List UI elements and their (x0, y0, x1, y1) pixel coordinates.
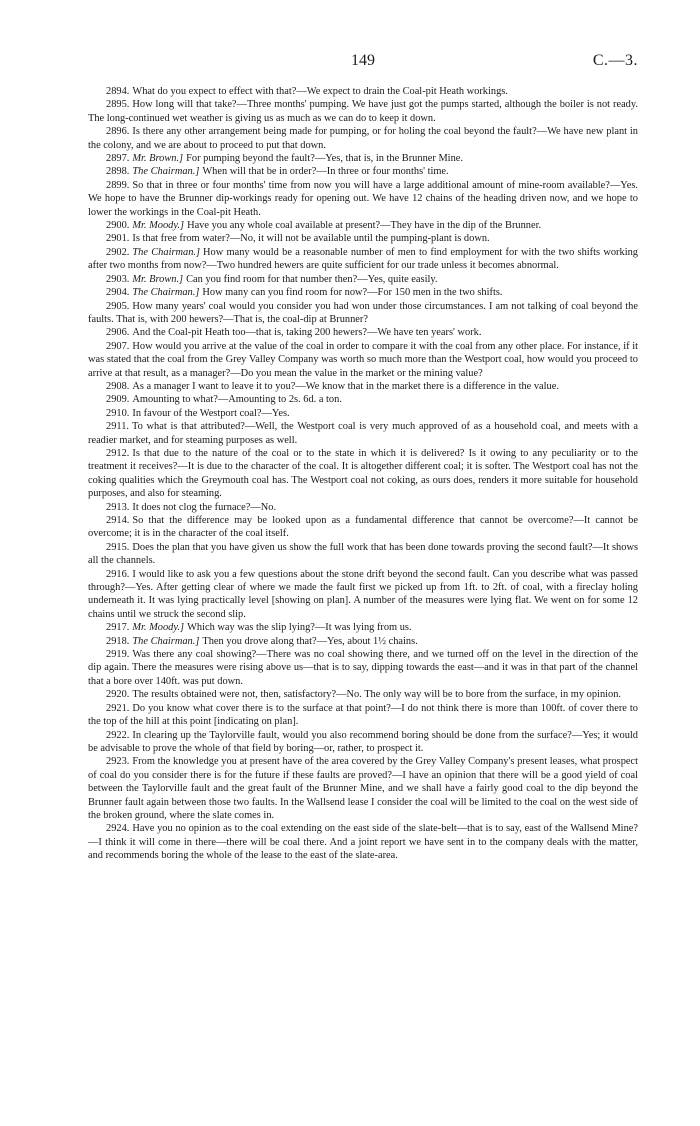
paragraph-text: How many would be a reasonable number of men to find employment for with the two shifts working after two months from now?—Two hundred hewers are quite sufficient for our trade unless it becomes abnormal. (88, 246, 638, 272)
testimony-paragraph (88, 407, 638, 420)
paragraph-text: In favour of the Westport coal?—Yes. (132, 407, 290, 419)
testimony-paragraph (88, 501, 638, 514)
question-number: 2907. (106, 340, 130, 352)
paragraph-text: How many years' coal would you consider you had won under those circumstances. I am not talking of coal beyond the faults. That is, with 200 hewers?—That is, the coal-dip at Brunner? (88, 300, 638, 325)
testimony-paragraph (88, 85, 638, 98)
speaker-label: Mr. Brown.] (132, 153, 184, 165)
testimony-paragraph (88, 232, 638, 245)
paragraph-text: For pumping beyond the fault?—Yes, that is, in the Brunner Mine. (186, 153, 463, 165)
testimony-paragraph (88, 635, 638, 648)
testimony-paragraph (88, 152, 638, 165)
question-number: 2904. (106, 287, 130, 299)
testimony-paragraph (88, 514, 638, 541)
question-number: 2906. (106, 327, 130, 339)
paragraph-text: How long will that take?—Three months' pumping. We have just got the pumps started, although the boiler is not ready. The long-continued wet weather is giving us as much as we can do to keep it down. (88, 99, 638, 124)
question-number: 2922. (106, 729, 130, 741)
speaker-label: Mr. Moody.] (132, 220, 185, 232)
paragraph-text: Have you any whole coal available at present?—They have in the dip of the Brunner. (187, 220, 542, 232)
paragraph-text: What do you expect to effect with that?—We expect to drain the Coal-pit Heath workings. (132, 86, 508, 97)
testimony-paragraph (88, 179, 638, 219)
speaker-label: The Chairman.] (132, 166, 200, 178)
question-number: 2899. (106, 179, 130, 191)
paragraph-text: So that in three or four months' time from now you will have a large additional amount of mine-room available?—Yes. We hope to have the Brunner dip-workings ready for opening out. We have 12 chains of the heading driven now, and we hope to lower the workings in the Coal-pit Heath. (88, 179, 638, 218)
testimony-paragraph (88, 702, 638, 729)
paragraph-text: It does not clog the furnace?—No. (132, 501, 277, 513)
question-number: 2912. (106, 447, 130, 459)
testimony-paragraph (88, 447, 638, 501)
paragraph-text: From the knowledge you at present have of the area covered by the Grey Valley Company's present leases, what prospect of coal do you consider there is for the future if these faults are proved?—I have an opinion that there will be a good yield of coal between the Taylorville fault and the great fault of the Brunner Mine, and we shall have a fairly good coal to the dip beyond the Brunner fault again between those two faults. In the Wallsend lease I consider the coal will be limited to the coal on the west side of the broken ground, where the slate comes in. (88, 756, 638, 821)
question-number: 2903. (106, 273, 130, 285)
question-number: 2902. (106, 246, 130, 258)
paragraph-text: I would like to ask you a few questions about the stone drift beyond the second fault. Can you describe what was passed through?—Yes. After getting clear of where we made the fault first we picked up from 1ft. to 2ft. of coal, with a fireclay holing underneath it. It was lying practically level [showing on plan]. A number of the measures were lying flat. We went on for some 12 chains until we struck the second slip. (88, 568, 638, 620)
paragraph-text: Have you no opinion as to the coal extending on the east side of the slate-belt—that is to say, east of the Wallsend Mine?—I think it will come in there—there will be coal there. And a joint report we have sent in to the company deals with the matter, and recommends boring the whole of the lease to the east of the slate-area. (88, 823, 638, 862)
paragraph-text: In clearing up the Taylorville fault, would you also recommend boring should be done from the surface?—Yes; it would be advisable to prove the whole of that field by boring—or, rather, to prospect it. (88, 729, 638, 754)
question-number: 2917. (106, 622, 130, 634)
testimony-paragraph (88, 822, 638, 862)
question-number: 2896. (106, 126, 130, 138)
testimony-paragraph (88, 568, 638, 622)
paragraph-text: And the Coal-pit Heath too—that is, taking 200 hewers?—We have ten years' work. (132, 327, 482, 339)
question-number: 2924. (106, 823, 130, 835)
paragraph-text: As a manager I want to leave it to you?—We know that in the market there is a difference in the value. (132, 380, 559, 392)
speaker-label: The Chairman.] (132, 246, 201, 258)
paragraph-text: To what is that attributed?—Well, the Westport coal is very much approved of as a household coal, and meets with a readier market, and for steaming purposes as well. (88, 421, 638, 446)
paragraph-text: Which way was the slip lying?—It was lying from us. (187, 622, 412, 634)
question-number: 2915. (106, 541, 130, 553)
paragraph-text: Is that free from water?—No, it will not be available until the pumping-plant is down. (132, 233, 490, 245)
testimony-paragraph (88, 340, 638, 380)
question-number: 2911. (106, 421, 129, 433)
question-number: 2910. (106, 407, 130, 419)
paragraph-text: Then you drove along that?—Yes, about 1½ chains. (202, 635, 418, 647)
question-number: 2898. (106, 166, 130, 178)
paragraph-text: Can you find room for that number then?—Yes, quite easily. (186, 273, 438, 285)
question-number: 2894. (106, 86, 130, 97)
page-header (88, 52, 638, 76)
document-reference: C.—3. (592, 52, 638, 69)
document-body (88, 85, 638, 863)
paragraph-text: When will that be in order?—In three or four months' time. (202, 166, 449, 178)
paragraph-text: How many can you find room for now?—For 150 men in the two shifts. (202, 287, 503, 299)
testimony-paragraph (88, 729, 638, 756)
question-number: 2919. (106, 649, 130, 661)
question-number: 2905. (106, 300, 130, 312)
question-number: 2923. (106, 756, 130, 768)
testimony-paragraph (88, 420, 638, 447)
testimony-paragraph (88, 755, 638, 822)
testimony-paragraph (88, 393, 638, 406)
paragraph-text: Is that due to the nature of the coal or to the state in which it is delivered? Is it owing to any peculiarity or to the treatment it receives?—It is due to the character of the coal. It is altogether different coal; it is softer. The Westport coal has not the coking qualities which the Greymouth coal has. The Westport coal not coking, as ours does, renders it more suitable for household purposes, and also for steaming. (88, 447, 638, 500)
question-number: 2920. (106, 689, 130, 701)
paragraph-text: How would you arrive at the value of the coal in order to compare it with the coal from any other place. For instance, if it was stated that the coal from the Grey Valley Company was worth so much more than the Westport coal, how would you proceed to arrive at that result, as a manager?—Do you mean the value in the market or the mining value? (88, 340, 638, 379)
page-number: 149 (351, 52, 375, 69)
testimony-paragraph (88, 286, 638, 299)
testimony-paragraph (88, 246, 638, 273)
question-number: 2914. (106, 515, 130, 526)
speaker-label: The Chairman.] (132, 287, 200, 299)
testimony-paragraph (88, 380, 638, 393)
paragraph-text: Amounting to what?—Amounting to 2s. 6d. a ton. (132, 394, 342, 406)
speaker-label: The Chairman.] (132, 635, 200, 647)
testimony-paragraph (88, 273, 638, 286)
speaker-label: Mr. Brown.] (132, 273, 184, 285)
testimony-paragraph (88, 326, 638, 339)
question-number: 2916. (106, 568, 130, 580)
paragraph-text: Does the plan that you have given us show the full work that has been done towards proving the second fault?—It shows all the channels. (88, 541, 638, 567)
paragraph-text: Do you know what cover there is to the surface at that point?—I do not think there is more than 100ft. of cover there to the top of the hill at this point [indicating on plan]. (88, 702, 638, 728)
testimony-paragraph (88, 98, 638, 125)
paragraph-text: So that the difference may be looked upon as a fundamental difference that cannot be overcome?—It cannot be overcome; it is in the character of the coal itself. (88, 515, 638, 540)
question-number: 2900. (106, 220, 130, 232)
testimony-paragraph (88, 688, 638, 701)
paragraph-text: Was there any coal showing?—There was no coal showing there, and we turned off on the level in the direction of the dip again. There the measures were rising above us—that is to say, dipping towards the east—and it was in that part of the channel that a bore over 140ft. was put down. (88, 649, 638, 687)
testimony-paragraph (88, 300, 638, 327)
question-number: 2908. (106, 380, 130, 392)
testimony-paragraph (88, 648, 638, 688)
speaker-label: Mr. Moody.] (132, 622, 185, 634)
question-number: 2897. (106, 153, 130, 165)
question-number: 2918. (106, 635, 130, 647)
testimony-paragraph (88, 219, 638, 232)
question-number: 2909. (106, 394, 130, 406)
question-number: 2921. (106, 702, 130, 714)
paragraph-text: The results obtained were not, then, satisfactory?—No. The only way will be to bore from the surface, in my opinion. (132, 689, 622, 701)
question-number: 2901. (106, 233, 130, 245)
testimony-paragraph (88, 541, 638, 568)
question-number: 2895. (106, 99, 130, 111)
question-number: 2913. (106, 501, 130, 513)
testimony-paragraph (88, 165, 638, 178)
paragraph-text: Is there any other arrangement being made for pumping, or for holing the coal beyond the fault?—We have new plant in the colony, and we are about to proceed to put that down. (88, 126, 638, 151)
testimony-paragraph (88, 125, 638, 152)
testimony-paragraph (88, 621, 638, 634)
